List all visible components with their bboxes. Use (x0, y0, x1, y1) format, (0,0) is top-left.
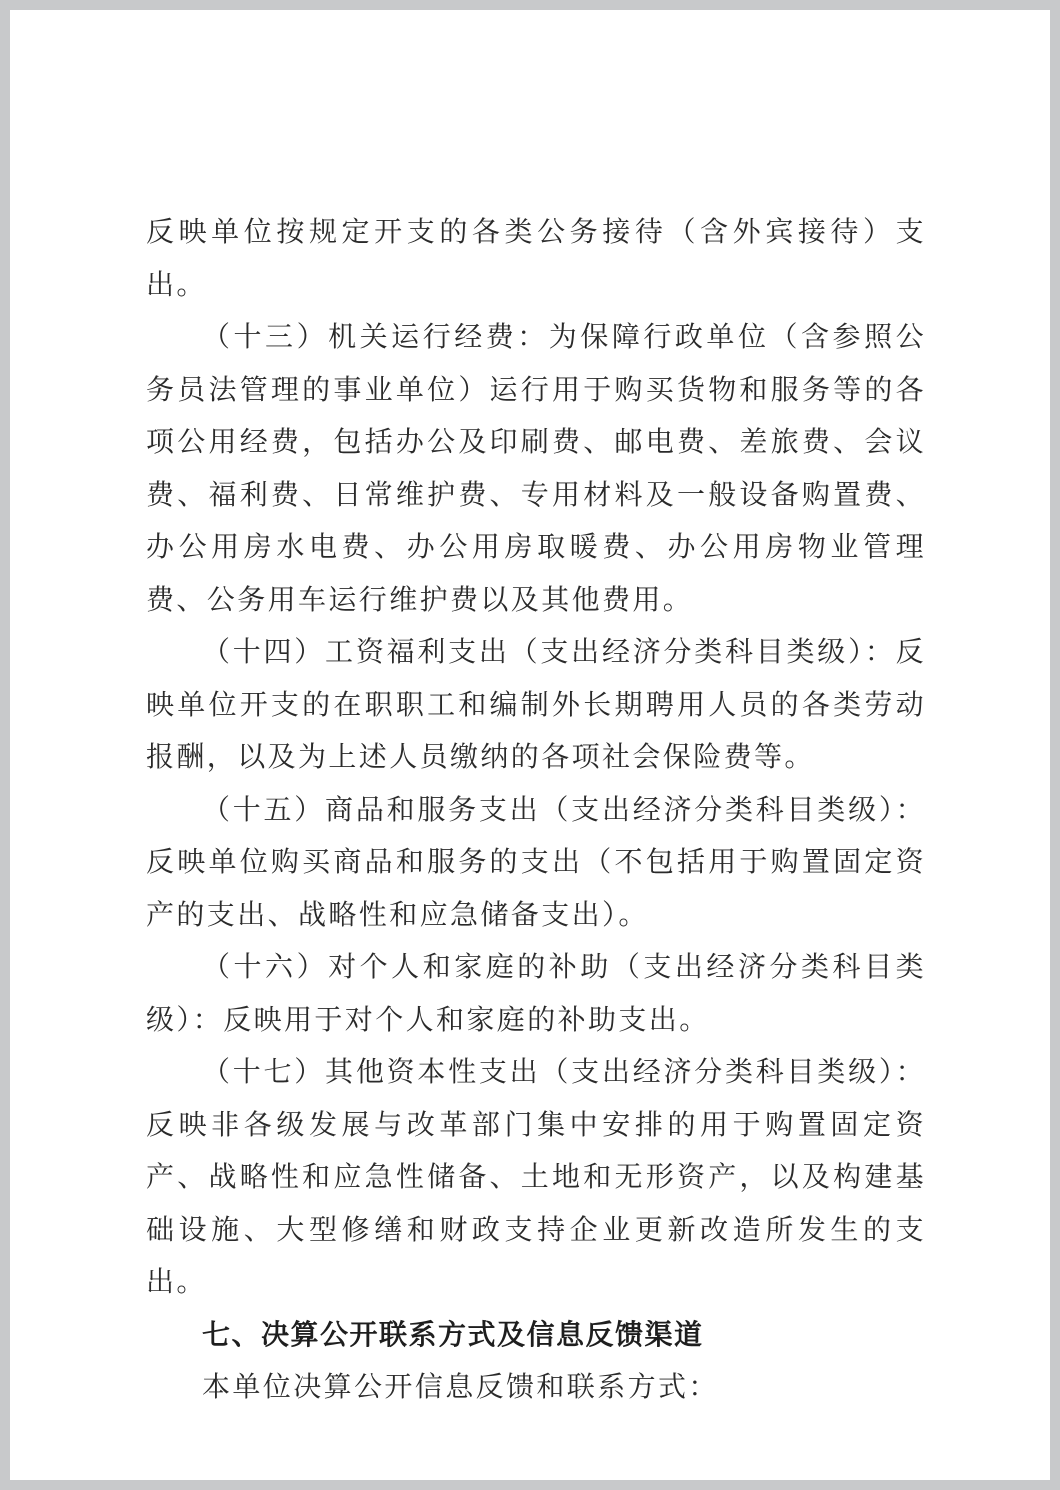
paragraph-item-13: （十三）机关运行经费：为保障行政单位（含参照公务员法管理的事业单位）运行用于购买货物和服务等的各项公用经费，包括办公及印刷费、邮电费、差旅费、会议费、福利费、日常维护费、专用材料及一般设备购置费、办公用房水电费、办公用房取暖费、办公用房物业管理费、公务用车运行维护费以及其他费用。 (146, 320, 926, 616)
paragraph-item-14: （十四）工资福利支出（支出经济分类科目类级）：反映单位开支的在职职工和编制外长期聘用人员的各类劳动报酬，以及为上述人员缴纳的各项社会保险费等。 (146, 635, 926, 773)
paragraph-item-16: （十六）对个人和家庭的补助（支出经济分类科目类级）：反映用于对个人和家庭的补助支出。 (146, 950, 926, 1036)
section-heading: 七、决算公开联系方式及信息反馈渠道 (202, 1317, 704, 1351)
closing-line: 本单位决算公开信息反馈和联系方式： (202, 1370, 719, 1403)
document-page (10, 10, 1050, 1480)
document-body (146, 206, 926, 1414)
paragraph-item-15: （十五）商品和服务支出（支出经济分类科目类级）：反映单位购买商品和服务的支出（不包括用于购置固定资产的支出、战略性和应急储备支出）。 (146, 792, 926, 931)
paragraph-item-17: （十七）其他资本性支出（支出经济分类科目类级）：反映非各级发展与改革部门集中安排的用于购置固定资产、战略性和应急性储备、土地和无形资产，以及构建基础设施、大型修缮和财政支持企业更新改造所发生的支出。 (146, 1055, 926, 1298)
paragraph-continuation: 反映单位按规定开支的各类公务接待（含外宾接待）支出。 (146, 215, 926, 301)
